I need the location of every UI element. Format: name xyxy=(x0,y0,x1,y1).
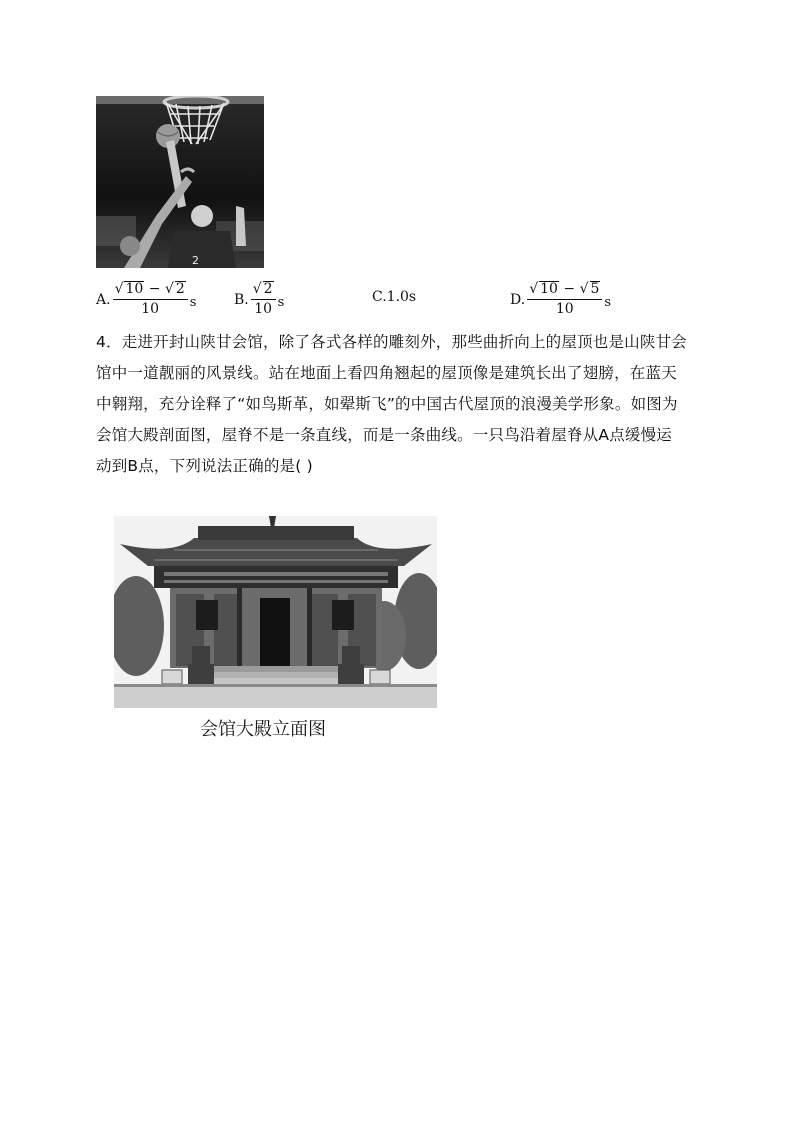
question-4-line-1: 4．走进开封山陕甘会馆，除了各式各样的雕刻外，那些曲折向上的屋顶也是山陕甘会 xyxy=(96,333,687,351)
question-4-line-3: 中翱翔，充分诠释了“如鸟斯革，如翚斯飞”的中国古代屋顶的浪漫美学形象。如图为 xyxy=(96,395,678,413)
option-d[interactable] xyxy=(510,281,611,318)
question-4-line-2: 馆中一道靓丽的风景线。站在地面上看四角翘起的屋顶像是建筑长出了翅膀，在蓝天 xyxy=(96,364,677,382)
option-a-denominator: 10 xyxy=(141,301,160,317)
option-d-radicand-2: 5 xyxy=(590,281,600,297)
jersey-number: 2 xyxy=(192,254,199,267)
question-4-line-5: 动到B点，下列说法正确的是( ) xyxy=(96,457,313,475)
question-4-line-4: 会馆大殿剖面图，屋脊不是一条直线，而是一条曲线。一只鸟沿着屋脊从A点缓慢运 xyxy=(96,426,673,444)
hall-photo-art xyxy=(114,516,437,708)
option-a-radicand-1: 10 xyxy=(125,281,144,297)
option-d-fraction: $\frac{√ 10 - √ 5}{10}$ xyxy=(527,281,602,318)
option-b-label: B. xyxy=(234,291,249,308)
option-c-text: C.1.0s xyxy=(372,289,417,305)
option-a-unit: s xyxy=(189,295,197,310)
option-a-fraction: $\frac{√ 10 - √ 2}{10}$ xyxy=(113,281,188,318)
option-d-label: D. xyxy=(510,291,526,308)
option-b-fraction: $\frac{√ 2}{10}$ xyxy=(251,281,276,318)
option-d-denominator: 10 xyxy=(555,301,574,317)
option-c[interactable] xyxy=(372,289,416,305)
option-b[interactable] xyxy=(234,281,284,318)
hall-photo-caption: 会馆大殿立面图 xyxy=(200,719,326,740)
option-a-minus: − xyxy=(148,281,161,297)
option-d-radicand-1: 10 xyxy=(540,281,558,297)
option-a[interactable] xyxy=(96,281,196,318)
hall-photo xyxy=(114,516,437,708)
option-b-denominator: 10 xyxy=(254,301,273,317)
basketball-photo xyxy=(96,96,264,268)
option-b-unit: s xyxy=(277,295,285,310)
option-b-radicand: 2 xyxy=(263,281,273,297)
option-a-radicand-2: 2 xyxy=(175,281,185,297)
option-d-minus: − xyxy=(563,281,576,297)
question-4-text xyxy=(96,327,706,482)
option-a-label: A. xyxy=(96,291,111,308)
option-d-unit: s xyxy=(604,295,612,310)
basketball-photo-art xyxy=(96,96,264,268)
